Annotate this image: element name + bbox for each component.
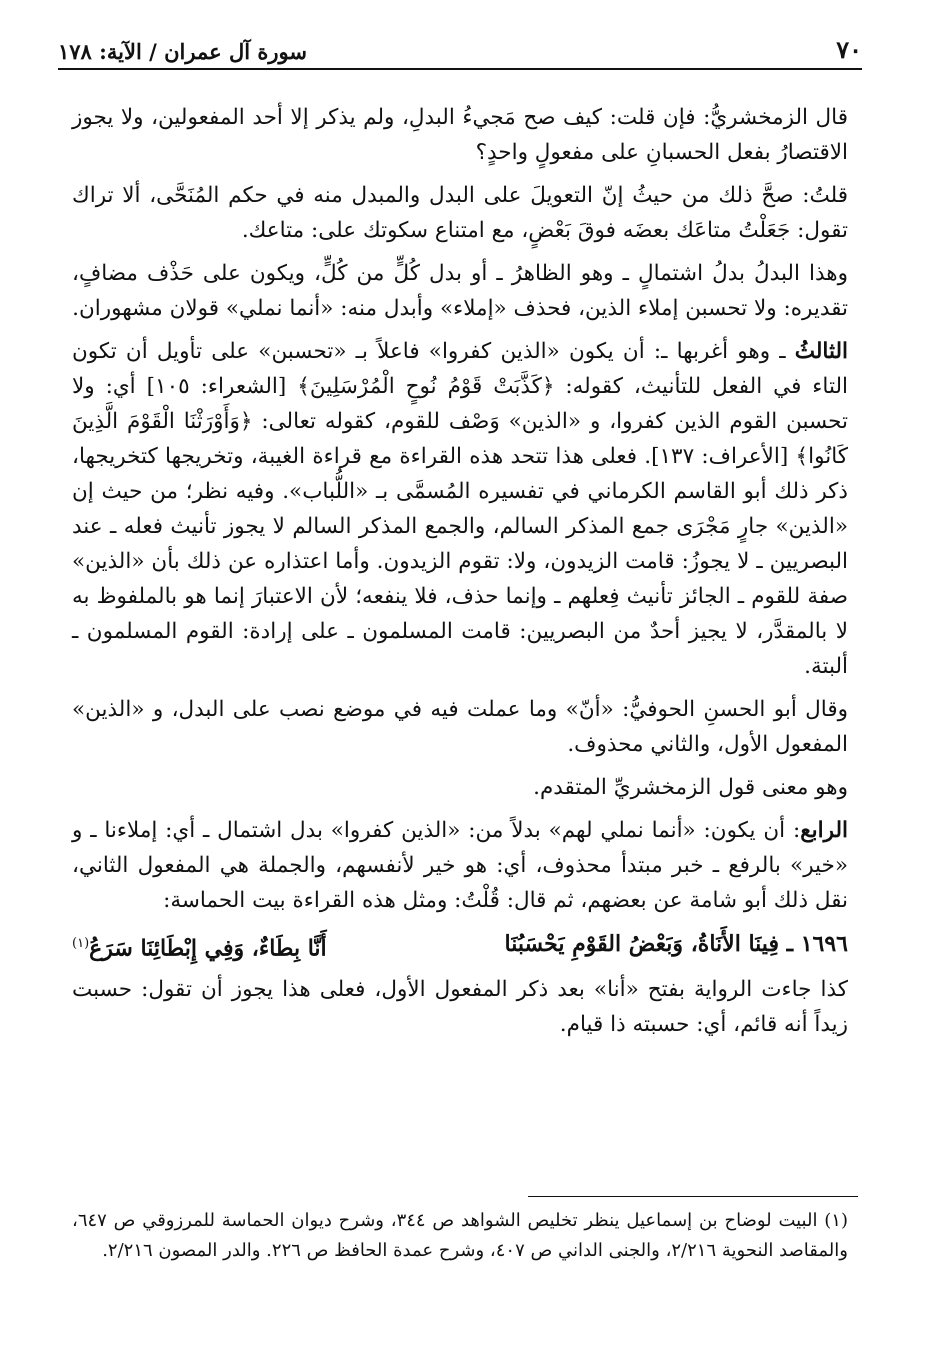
paragraph <box>72 972 848 1042</box>
paragraph-lead: الرابع <box>800 818 848 843</box>
paragraph <box>72 770 848 805</box>
paragraph-lead: الثالثُ <box>794 339 848 364</box>
paragraph-text: قلتُ: صحَّ ذلك من حيثُ إنّ التعويلَ على البدل والمبدل منه في حكم المُنَحَّى، ألا تراك تقول: جَعَلْتُ متاعَك بعضَه فوقَ بَعْضٍ، مع امتناع سكوتك على: متاعك. <box>72 183 848 243</box>
paragraph-text: وهذا البدلُ بدلُ اشتمالٍ ـ وهو الظاهرُ ـ أو بدل كُلٍّ من كُلٍّ، ويكون على حَذْف مضافٍ، تقديره: ولا تحسبن إملاء الذين، فحذف «إملاء» وأبدل منه: «أنما نملي» قولان مشهوران. <box>72 261 848 321</box>
footnote-marker: (١) <box>72 936 90 951</box>
paragraph <box>72 100 848 170</box>
paragraph-text: كذا جاءت الرواية بفتح «أنا» بعد ذكر المفعول الأول، فعلى هذا يجوز أن تقول: حسبت زيداً أنه قائم، أي: حسبته ذا قيام. <box>72 977 848 1038</box>
paragraph-text: وقال أبو الحسنِ الحوفيُّ: «أنّ» وما عملت فيه في موضع نصب على البدل، و «الذين» المفعول الأول، والثاني محذوف. <box>72 697 848 757</box>
paragraph <box>72 813 848 918</box>
paragraph <box>72 256 848 326</box>
page-header <box>58 30 862 70</box>
page-number: ٧٠ <box>836 35 862 64</box>
main-text <box>72 100 848 1050</box>
paragraph-text: : أن يكون: «أنما نملي لهم» بدلاً من: «الذين كفروا» بدل اشتمال ـ أي: إملاءنا ـ و «خير» بالرفع ـ خبر مبتدأ محذوف، أي: هو خير لأنفسهم، والجملة هي المفعول الثاني، نقل ذلك أبو شامة عن بعضهم، ثم قال: قُلْتُ: ومثل هذه القراءة بيت الحماسة: <box>72 818 848 913</box>
poetry-verse <box>72 926 848 966</box>
paragraph-text: ـ وهو أغربها ـ: أن يكون «الذين كفروا» فاعلاً بـ «تحسبن» على تأويل أن تكون التاء في الفعل للتأنيث، كقوله: ﴿كَذَّبَتْ قَوْمُ نُوحٍ الْمُرْسَلِينَ﴾ [الشعراء: ١٠٥] أي: ولا تحسبن القوم الذين كفروا، و «الذين» وَصْف للقوم، كقوله تعالى: ﴿وَأَوْرَثْنَا الْقَوْمَ الَّذِينَ كَانُوا﴾ [الأعراف: ١٣٧]. فعلى هذا تتحد هذه القراءة مع قراءة الغيبة، وتخريجها كتخريجها، ذكر ذلك أبو القاسم الكرماني في تفسيره المُسمَّى بـ «اللُّباب». وفيه نظر؛ من حيث إن «الذين» جارٍ مَجْرَى جمع المذكر السالم، والجمع المذكر السالم لا يجوز تأنيث فعله ـ عند البصريين ـ لا يجوزُ: قامت الزيدون، ولا: تقوم الزيدون. وأما اعتذاره عن ذلك بأن «الذين» صفة للقوم ـ الجائز تأنيث فِعلهم ـ وإنما حذف، فلا ينفعه؛ لأن الاعتبارَ إنما هو بالملفوظ به لا بالمقدَّر، لا يجيز أحدٌ من البصريين: قامت المسلمون ـ على إرادة: القوم المسلمون ـ ألبتة. <box>72 339 848 679</box>
footnote-separator <box>528 1196 858 1197</box>
verse-second-hemistich <box>72 926 327 966</box>
paragraph <box>72 178 848 248</box>
paragraph <box>72 334 848 684</box>
running-title: سورة آل عمران / الآية: ١٧٨ <box>58 39 307 64</box>
verse-first-hemistich <box>505 926 848 966</box>
paragraph-text: وهو معنى قول الزمخشريِّ المتقدم. <box>533 775 848 800</box>
footnote: (١) البيت لوضاح بن إسماعيل ينظر تخليص الشواهد ص ٣٤٤، وشرح ديوان الحماسة للمرزوقي ص ٦٤٧، والمقاصد النحوية ٢/٢١٦، والجنى الداني ص ٤٠٧، وشرح عمدة الحافظ ص ٢٢٦. والدر المصون ٢/٢١٦. <box>72 1210 848 1261</box>
paragraph-text: قال الزمخشريُّ: فإن قلت: كيف صح مَجيءُ البدلِ، ولم يذكر إلا أحد المفعولين، ولا يجوز الاقتصارُ بفعل الحسبانِ على مفعولٍ واحدٍ؟ <box>72 105 848 165</box>
verse-second-text: أَنَّا بِطَاءٌ، وَفِي إِبْطَائِنَا سَرَعُ <box>89 935 327 962</box>
paragraph <box>72 692 848 762</box>
verse-first-text: ١٦٩٦ ـ فِينَا الأَنَاةُ، وَبَعْضُ القَوْمِ يَحْسَبُنَا <box>504 931 848 957</box>
